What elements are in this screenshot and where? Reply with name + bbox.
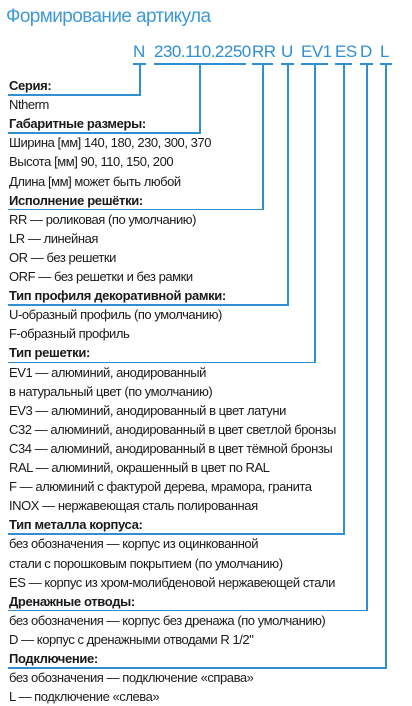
section-item: D — корпус с дренажными отводами R 1/2" <box>9 631 254 647</box>
section-item: без обозначения — корпус без дренажа (по умолчанию) <box>9 612 326 628</box>
connector-horizontal <box>8 533 345 535</box>
section-item: U-образный профиль (по умолчанию) <box>9 307 222 323</box>
code-part-u: U <box>281 42 293 61</box>
connector-horizontal <box>8 209 264 211</box>
section-heading: Исполнение решётки: <box>9 192 143 208</box>
section-heading: Дренажные отводы: <box>9 593 135 609</box>
section-item: LR — линейная <box>9 230 98 246</box>
connector-vertical <box>314 65 316 363</box>
connector-horizontal <box>8 132 201 134</box>
section-item: RAL — алюминий, окрашенный в цвет по RAL <box>9 460 270 475</box>
code-part-n: N <box>133 42 145 61</box>
code-part-d: D <box>360 42 372 61</box>
section-item: RR — роликовая (по умолчанию) <box>9 211 196 227</box>
section-item: стали с порошковым покрытием (по умолчанию) <box>9 555 283 571</box>
section-item: без обозначения — подключение «справа» <box>9 670 254 686</box>
section-item: Длина [мм] может быть любой <box>9 173 181 189</box>
section-heading: Габаритные размеры: <box>9 116 146 132</box>
connector-vertical <box>262 65 264 210</box>
connector-horizontal <box>8 94 141 96</box>
connector-horizontal <box>8 667 387 669</box>
connector-vertical <box>287 65 289 306</box>
section-item: EV3 — алюминий, анодированный в цвет латуни <box>9 402 286 418</box>
connector-horizontal <box>8 610 368 612</box>
section-item: Ширина [мм] 140, 180, 230, 300, 370 <box>9 135 211 151</box>
connector-vertical <box>199 65 201 134</box>
section-heading: Тип металла корпуса: <box>9 517 143 533</box>
code-part-ev1: EV1 <box>301 42 332 61</box>
connector-horizontal <box>8 304 289 306</box>
connector-vertical <box>343 65 345 535</box>
section-heading: Тип решетки: <box>9 345 90 361</box>
connector-vertical <box>385 65 387 669</box>
section-item: Высота [мм] 90, 110, 150, 200 <box>9 154 174 170</box>
section-heading: Тип профиля декоративной рамки: <box>9 288 226 304</box>
section-item: C34 — алюминий, анодированный в цвет тёмной бронзы <box>9 440 333 456</box>
section-item: в натуральный цвет (по умолчанию) <box>9 383 213 399</box>
code-part-es: ES <box>335 42 357 61</box>
connector-horizontal <box>8 362 316 364</box>
connector-vertical <box>366 65 368 611</box>
section-item: INOX — нержавеющая сталь полированная <box>9 498 258 514</box>
code-part-rr: RR <box>252 42 276 61</box>
section-item: F-образный профиль <box>9 326 130 342</box>
section-item: L — подключение «слева» <box>9 689 160 705</box>
connector-vertical <box>139 65 141 96</box>
section-item: F — алюминий с фактурой дерева, мрамора, гранита <box>9 479 312 495</box>
section-item: EV1 — алюминий, анодированный <box>9 364 206 380</box>
section-item: Ntherm <box>9 97 49 113</box>
section-item: C32 — алюминий, анодированный в цвет светлой бронзы <box>9 421 336 437</box>
code-part-l: L <box>380 42 389 61</box>
code-part-size: 230.110.2250 <box>154 42 251 61</box>
section-item: ES — корпус из хром-молибденовой нержавеющей стали <box>9 574 335 590</box>
page-title: Формирование артикула <box>6 6 211 27</box>
section-item: без обозначения — корпус из оцинкованной <box>9 536 259 552</box>
section-heading: Серия: <box>9 78 52 93</box>
section-item: OR — без решетки <box>9 249 116 265</box>
section-heading: Подключение: <box>9 651 98 666</box>
section-item: ORF — без решетки и без рамки <box>9 269 193 284</box>
